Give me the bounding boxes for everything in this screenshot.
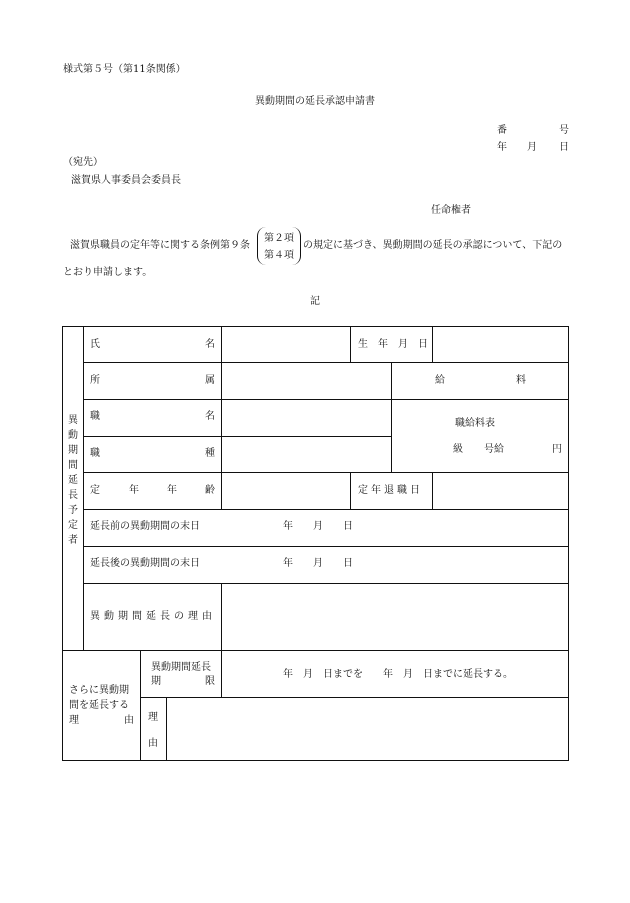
- retirement-date-label: 定年退職日: [358, 485, 423, 496]
- further-extension-label-3b: 由: [124, 715, 134, 726]
- after-end-month: 月: [313, 558, 323, 569]
- name-label-end: 名: [205, 339, 215, 350]
- number-label-ban: 番: [497, 125, 507, 136]
- period-label-2a: 期: [151, 676, 161, 687]
- retirement-age-label-2: 年: [129, 485, 139, 496]
- date-day-label: 日: [559, 142, 569, 153]
- further-extension-label-1: さらに異動期: [69, 685, 129, 696]
- yen-label: 円: [552, 444, 562, 455]
- affiliation-label: 所: [90, 375, 100, 386]
- after-end-year: 年: [283, 558, 293, 569]
- salary-label-end: 料: [516, 375, 526, 386]
- reason-side-2: 由: [148, 738, 158, 749]
- body-text-after-clause: の規定に基づき、異動期間の延長の承認について、下記の: [303, 240, 563, 251]
- affiliation-label-end: 属: [205, 375, 215, 386]
- before-end-day: 日: [343, 521, 353, 532]
- period-label-1: 異動期間延長: [151, 662, 211, 673]
- after-end-label: 延長後の異動期間の末日: [90, 558, 200, 569]
- clause-bracket: [257, 227, 301, 265]
- before-end-label: 延長前の異動期間の末日: [90, 521, 200, 532]
- document-title: 異動期間の延長承認申請書: [255, 96, 375, 107]
- further-extension-label-3a: 理: [69, 715, 79, 726]
- job-type-label-end: 種: [205, 448, 215, 459]
- period-label-2b: 限: [205, 676, 215, 687]
- clause-option-4: 第４項: [264, 250, 294, 261]
- body-text-before-clause: 滋賀県職員の定年等に関する条例第９条: [70, 240, 250, 251]
- salary-label: 給: [435, 375, 445, 386]
- further-extension-label-2: 間を延長する: [69, 700, 129, 711]
- retirement-age-label-1: 定: [90, 485, 100, 496]
- grade-label: 級: [453, 444, 463, 455]
- date-year-label: 年: [497, 142, 507, 153]
- salary-table-label: 職給料表: [455, 418, 495, 429]
- retirement-age-label-3: 年: [167, 485, 177, 496]
- date-month-label: 月: [527, 142, 537, 153]
- position-label-end: 名: [205, 411, 215, 422]
- birth-date-label: 生 年 月 日: [358, 339, 428, 350]
- clause-option-2: 第２項: [264, 233, 294, 244]
- reason-label: 異動期間延長の理由: [90, 611, 216, 622]
- number-label-gou: 号: [559, 125, 569, 136]
- reason-side-1: 理: [148, 712, 158, 723]
- period-text: 年 月 日までを 年 月 日までに延長する。: [283, 669, 513, 680]
- ki-heading: 記: [310, 296, 320, 307]
- retirement-age-label-4: 齢: [205, 485, 215, 496]
- position-label: 職: [90, 411, 100, 422]
- name-label: 氏: [90, 339, 100, 350]
- before-end-year: 年: [283, 521, 293, 532]
- addressee: 滋賀県人事委員会委員長: [71, 175, 181, 186]
- body-text-line2: とおり申請します。: [63, 267, 153, 278]
- appointing-authority: 任命権者: [431, 205, 471, 216]
- after-end-day: 日: [343, 558, 353, 569]
- addressee-label: （宛先）: [63, 157, 103, 168]
- form-number: 様式第５号（第11条関係）: [63, 64, 186, 75]
- job-type-label: 職: [90, 448, 100, 459]
- section-label-vertical: 異 動 期 間 延 長 予 定 者: [68, 415, 78, 546]
- before-end-month: 月: [313, 521, 323, 532]
- step-label: 号給: [484, 444, 504, 455]
